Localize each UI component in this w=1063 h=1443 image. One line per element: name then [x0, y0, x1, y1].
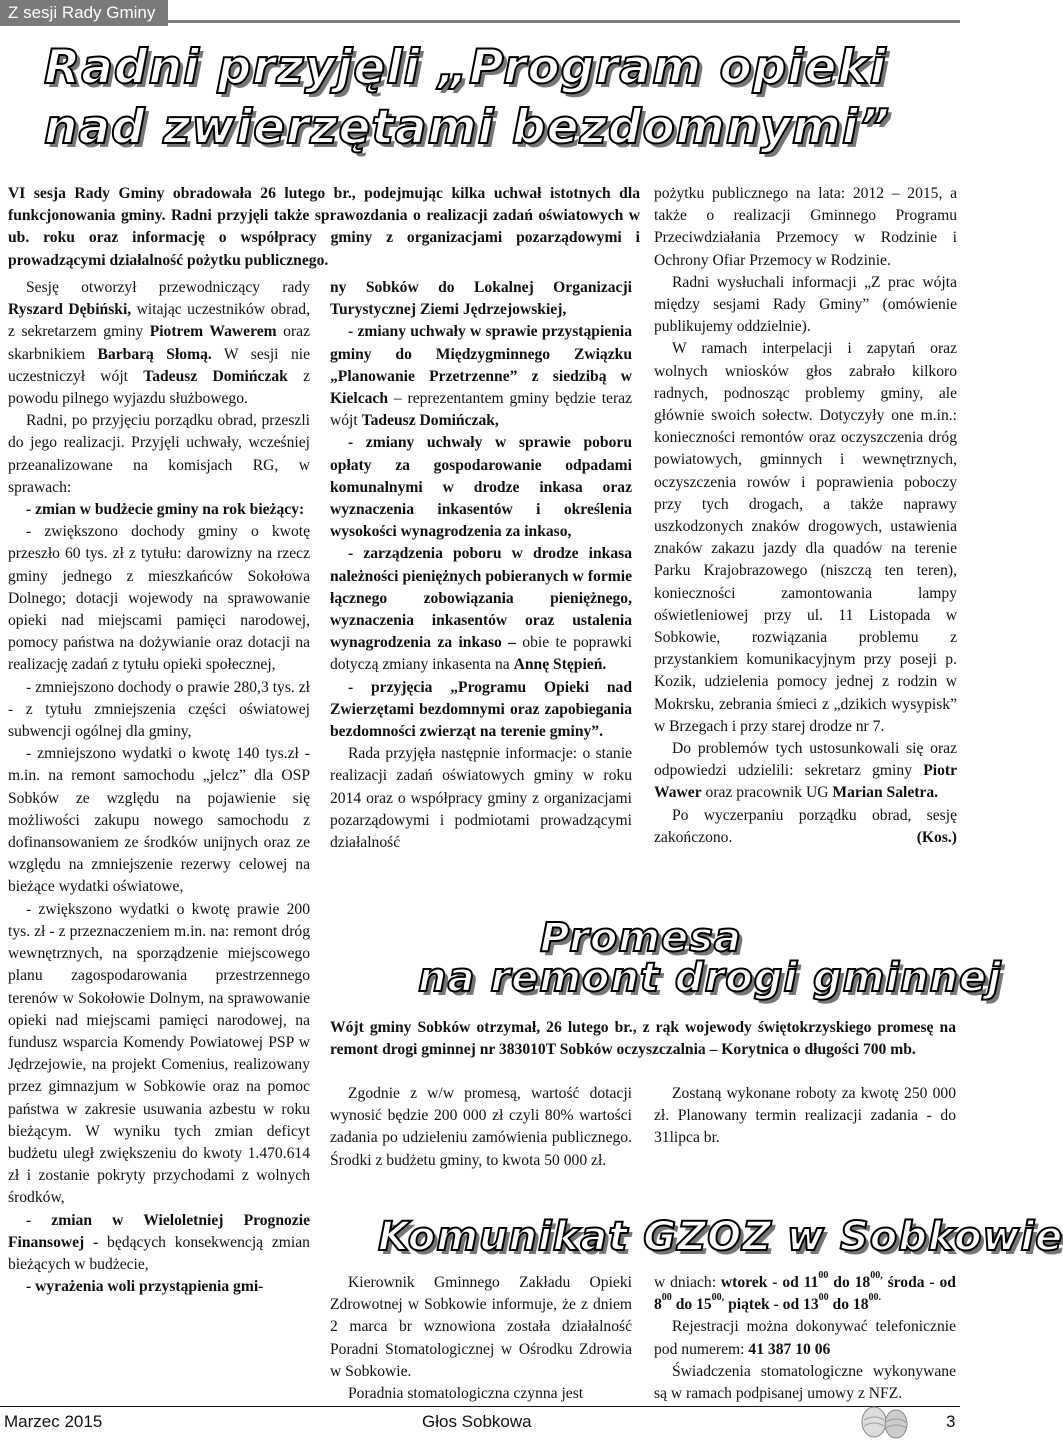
section-tag: Z sesji Rady Gminy [0, 0, 168, 26]
promesa-lead: Wójt gminy Sobków otrzymał, 26 lutego br., z rąk wojewody świętokrzyskiego promesę na remont drogi gminnej nr 383010T Sobków oczyszczalnia – Korytnica o długości 700 mb. [330, 1019, 956, 1059]
text: - zmiany uchwały w sprawie przystąpienia gminy do Międzygminnego Związku „Planowanie Przetrzenne” z siedzibą w Kielcach [330, 323, 632, 408]
paragraph [330, 321, 632, 432]
opening-hours [654, 1272, 956, 1316]
text: w dniach: [654, 1274, 721, 1291]
text: piątek - od 13 [724, 1296, 819, 1314]
paragraph: - zwiększono wydatki o kwotę prawie 200 tys. zł - z przeznaczeniem m.in. na: remont dróg wewnętrznych, na sporządzenie miejscowego planu zagospodarowania przestrzennego terenów w Sokołowie Dolnym, na sprawowanie opieki nad miejscami pamięci narodowej, na fundusz wsparcia Komendy Powiatowej PSP w Jędrzejowie, na projekt Comenius, realizowany przez gimnazjum w Sobkowie oraz na pomoc państwa w zakresie usuwania azbestu w roku bieżącym. W wyniku tych zmian deficyt budżetu uległ zwiększeniu do kwoty 1.470.614 zł i zostanie pokryty przychodami z wolnych środków, [8, 900, 310, 1207]
promesa-title-line-2: na remont drogi gminnej [418, 955, 1002, 1001]
text: - zarządzenia poboru w drodze inkasa należności pieniężnych pobieranych w formie łącznego zobowiązania pieniężnego, wyznaczenia inkasentów oraz ustalenia wynagrodzenia za inkaso – [330, 545, 632, 652]
text: Do problemów tych ustosunkowali się oraz odpowiedzi udzielili: sekretarz gminy [654, 740, 957, 780]
paragraph: Zgodnie z w/w promesą, wartość dotacji wynosić będzie 200 000 zł czyli 80% wartości zadania po udzieleniu zamówienia publicznego. Środki z budżetu gminy, to kwota 50 000 zł. [330, 1085, 632, 1169]
paragraph: - zmniejszono wydatki o kwotę 140 tys.zł - m.in. na remont samochodu „jelcz” dla OSP Sobków ze względu na pojawienie się możliwości zakupu nowego samochodu z dofinansowaniem ze środków unijnych oraz ze względu na zmniejszenie rezerwy celowej na bieżące wydatki oświatowe, [8, 745, 310, 896]
paragraph: Rada przyjęła następnie informacje: o stanie realizacji zadań oświatowych gminy w roku 2014 oraz o współpracy gminy z organizacjami pozarządowymi i podmiotami prowadzącymi działalność [330, 745, 632, 852]
paragraph [654, 738, 957, 805]
paragraph: pożytku publicznego na lata: 2012 – 2015, a także o realizacji Gminnego Programu Przeciwdziałania Przemocy w Rodzinie i Ochrony Ofiar Przemocy w Rodzinie. [654, 185, 957, 269]
name-secretary: Piotrem Wawerem [149, 323, 277, 341]
page-number: 3 [946, 1412, 956, 1431]
text: 00. [868, 1292, 881, 1304]
headline-line-2: nad zwierzętami bezdomnymi” [44, 100, 891, 155]
text: 00, [711, 1292, 725, 1304]
text: do 18 [828, 1274, 871, 1291]
text: Po wyczerpaniu porządku obrad, sesję zakończono. [654, 806, 957, 846]
author-signature: (Kos.) [916, 828, 957, 846]
article-column-1 [8, 277, 310, 1298]
text: będących konsekwencją zmian bieżących w budżecie, [8, 1233, 310, 1273]
phone-number: 41 387 10 06 [748, 1340, 831, 1358]
article-column-2 [330, 277, 632, 854]
paragraph [330, 543, 632, 676]
paragraph: Kierownik Gminnego Zakładu Opieki Zdrowotnej w Sobkowie informuje, że z dniem 2 marca br wznowiona została działalność Poradni Stomatologicznej w Ośrodku Zdrowia w Sobkowie. [330, 1274, 632, 1380]
paragraph: - zmniejszono dochody o prawie 280,3 tys. zł - z tytułu zmniejszenia części oświatowej subwencji ogólnej dla gminy, [8, 678, 310, 741]
footer-rule [0, 1406, 960, 1407]
paragraph: Radni wysłuchali informacji „Z prac wójta między sesjami Rady Gminy” (omówienie publikujemy oddzielnie). [654, 273, 957, 336]
easter-eggs-icon [846, 1400, 926, 1440]
name-secretary: Piotr Wawer [654, 762, 957, 802]
paragraph: ny Sobków do Lokalnej Organizacji Turystycznej Ziemi Jędrzejowskiej, [330, 279, 632, 319]
text: oraz pracownik UG [701, 784, 833, 802]
text: 00 [818, 1270, 829, 1281]
paragraph-opening [8, 277, 310, 410]
name-chairman: Ryszard Dębiński, [8, 301, 132, 319]
article-lead: VI sesja Rady Gminy obradowała 26 lutego br., podejmując kilka uchwał istotnych dla funkcjonowania gminy. Radni przyjęli także sprawozdania o realizacji zadań oświatowych w ub. roku oraz informację o współpracy gminy z organizacjami pozarządowymi i prowadzącymi działalność pożytku publicznego. [8, 185, 640, 269]
text: W sesji nie uczestniczył wójt [8, 345, 311, 385]
paragraph [8, 1210, 310, 1277]
text: 00 [661, 1292, 672, 1304]
gzoz-column-2 [654, 1272, 956, 1405]
paragraph: Zostaną wykonane roboty za kwotę 250 000 zł. Planowany termin realizacji zadania - do 31lipca br. [654, 1085, 956, 1147]
text: 00 [818, 1292, 829, 1304]
headline-line-1: Radni przyjęli „Program opieki [44, 40, 887, 95]
text: do 15 [671, 1296, 712, 1314]
text: oraz skarbnikiem [8, 323, 310, 363]
name-collector: Annę Stępień. [513, 656, 607, 674]
name-mayor: Tadeusz Domińczak, [361, 412, 499, 430]
text: środa - od 8 [654, 1274, 956, 1314]
promesa-column-1 [330, 1083, 632, 1172]
name-mayor: Tadeusz Domińczak [143, 367, 288, 385]
promesa-column-2 [654, 1083, 956, 1150]
gzoz-column-1 [330, 1272, 632, 1405]
section-tag-rule [168, 20, 960, 23]
paragraph: Świadczenia stomatologiczne wykonywane są w ramach podpisanej umowy z NFZ. [654, 1362, 956, 1403]
promesa-title-line-1: Promesa [540, 915, 742, 961]
paragraph: W ramach interpelacji i zapytań oraz wolnych wniosków głos zabrało kilkoro radnych, podnosząc problemy gminy, ale głównie swoich sołectw. Dotyczyły one m.in.: konieczności remontów oraz oczyszczenia dróg powiatowych, gminnych i wewnętrznych, oczyszczenia rowów i poprawienia poboczy przy tych drogach, a także naprawy uszkodzonych znaków drogowych, ustawienia znaków zakazu jazdy dla quadów na terenie Parku Krajobrazowego (niszczą ten teren), konieczności zamontowania lampy oświetleniowej przy ul. 11 Listopada w Sobkowie, rozwiązania problemu z przystankiem komunikacyjnym przy poseji p. Kozik, udzielenia pomocy jednej z rodzin w Mokrsku, zebrania śmieci z „dzikich wysypisk” w Brzegach i przy starej drodze nr 7. [654, 340, 957, 735]
gzoz-title: Komunikat GZOZ w Sobkowie [378, 1214, 1063, 1260]
text: obie te poprawki dotyczą zmiany inkasenta na [330, 634, 632, 674]
name-treasurer: Barbarą Słomą. [97, 345, 212, 363]
name-employee: Marian Saletra. [832, 784, 939, 802]
paragraph-closing [654, 805, 957, 849]
text: – reprezentantem gminy będzie teraz wójt [330, 390, 632, 430]
paragraph: - zmiany uchwały w sprawie poboru opłaty za gospodarowanie odpadami komunalnymi w drodze inkasa oraz wyznaczenia inkasentów i określenia wysokości wynagrodzenia za inkaso, [330, 434, 632, 541]
text: Rejestracji można dokonywać telefonicznie pod numerem: [654, 1318, 956, 1358]
text: witając uczestników obrad, z sekretarzem gminy [8, 301, 310, 341]
text: do 18 [828, 1296, 869, 1314]
paragraph [654, 1316, 956, 1360]
footer-publication: Głos Sobkowa [422, 1412, 532, 1431]
paragraph: - wyrażenia woli przystąpienia gmi- [26, 1278, 264, 1296]
paragraph: - zmian w budżecie gminy na rok bieżący: [26, 501, 305, 519]
text: 00, [870, 1270, 883, 1281]
paragraph: Poradnia stomatologiczna czynna jest [348, 1385, 584, 1403]
text: Sesję otworzył przewodniczący rady [26, 279, 310, 296]
article-column-3 [654, 183, 957, 849]
paragraph: Radni, po przyjęciu porządku obrad, przeszli do jego realizacji. Przyjęli uchwały, wcześniej przeanalizowane na komisjach RG, w sprawach: [8, 412, 310, 496]
footer-date: Marzec 2015 [4, 1412, 103, 1431]
paragraph: - zwiększono dochody gminy o kwotę przeszło 60 tys. zł z tytułu: darowizny na rzecz gminy jednego z mieszkańców Sokołowa Dolnego; dotacji wojewody na sprawowanie opieki nad miejscami pamięci narodowej, pomocy państwa na dożywianie oraz dotacji na realizację zadań z tytułu opieki społecznej, [8, 523, 310, 674]
text: - zmian w Wieloletniej Prognozie Finansowej - [8, 1211, 310, 1251]
text: wtorek - od 11 [720, 1274, 819, 1291]
text: z powodu pilnego wyjazdu służbowego. [8, 367, 310, 408]
paragraph: - przyjęcia „Programu Opieki nad Zwierzętami bezdomnymi oraz zapobiegania bezdomności zwierząt na terenie gminy”. [330, 678, 632, 741]
